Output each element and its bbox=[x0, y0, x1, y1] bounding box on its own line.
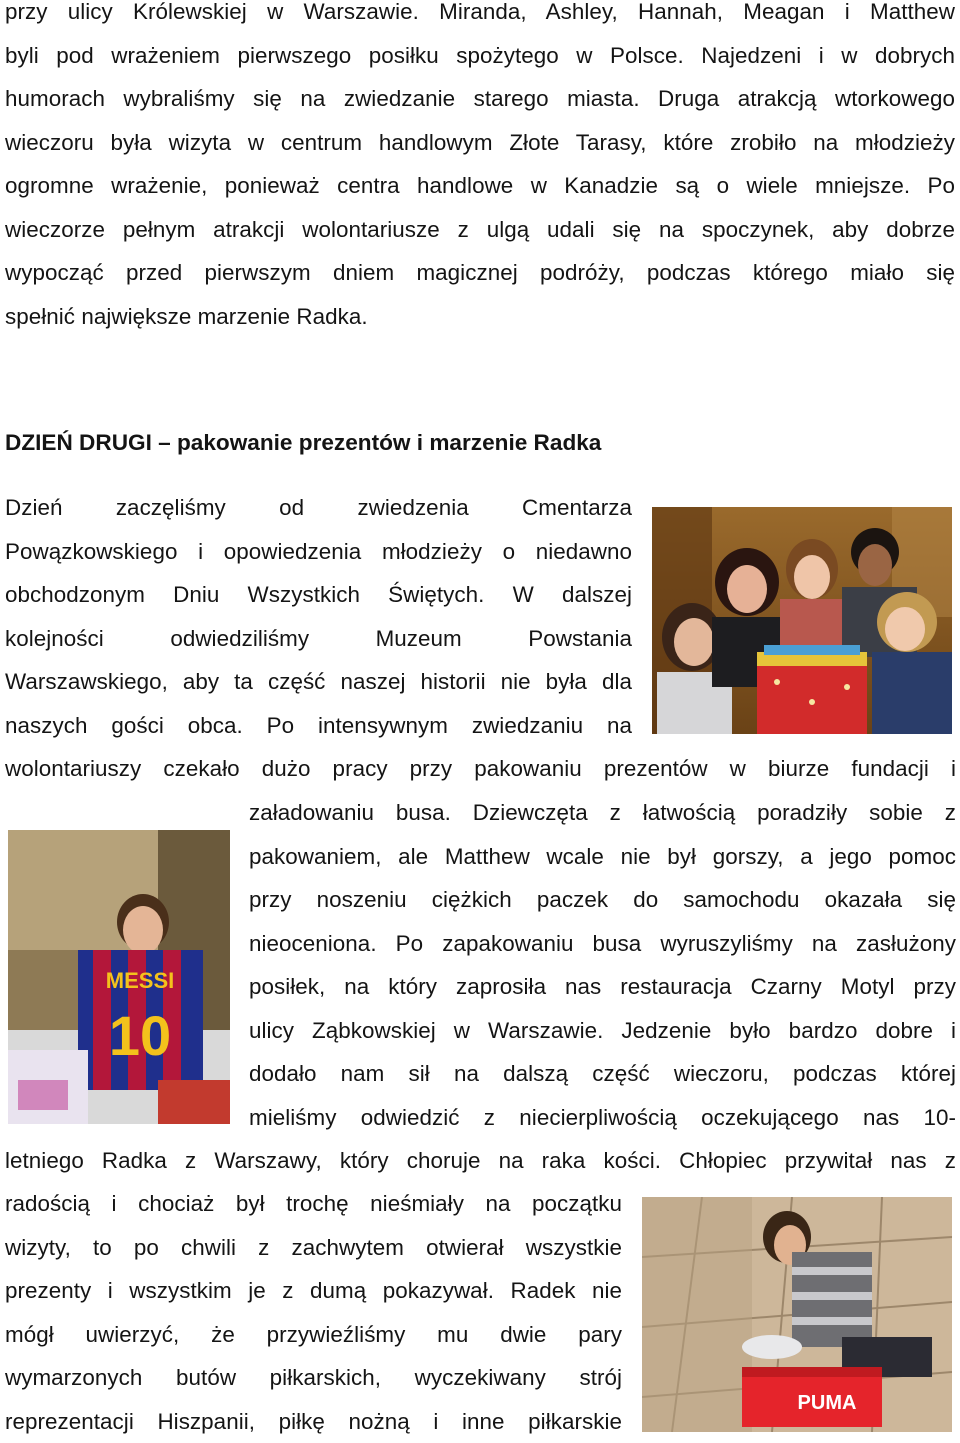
text-line: wieczorze pełnym atrakcji wolontariusze z ulgą udali się na spoczynek, aby dobrze bbox=[5, 208, 955, 252]
text-line: humorach wybraliśmy się na zwiedzanie starego miasta. Druga atrakcją wtorkowego bbox=[5, 77, 955, 121]
jersey-name: MESSI bbox=[106, 968, 174, 993]
full-width-line bbox=[5, 1139, 956, 1183]
text-line: wieczoru była wizyta w centrum handlowym Złote Tarasy, które zrobiło na młodzieży bbox=[5, 121, 955, 165]
text-line: obchodzonym Dniu Wszystkich Świętych. W dalszej bbox=[5, 573, 632, 617]
boy-shoebox-photo-image bbox=[642, 1197, 952, 1432]
paragraph-day-two-start bbox=[5, 486, 632, 747]
text-line: posiłek, na który zaprosiła nas restauracja Czarny Motyl przy bbox=[249, 965, 956, 1009]
text-line: wypocząć przed pierwszym dniem magicznej podróży, podczas którego miało się bbox=[5, 251, 955, 295]
text-line: prezenty i wszystkim je z dumą pokazywał. Radek nie bbox=[5, 1269, 622, 1313]
text-line: mógł uwierzyć, że przywieźliśmy mu dwie pary bbox=[5, 1313, 622, 1357]
paragraph-packing bbox=[249, 791, 956, 1139]
shoebox-brand: PUMA bbox=[798, 1392, 857, 1414]
text-line: wizyty, to po chwili z zachwytem otwierał wszystkie bbox=[5, 1226, 622, 1270]
photo-boy-jersey bbox=[8, 830, 230, 1124]
text-line: wymarzonych butów piłkarskich, wyczekiwany strój bbox=[5, 1356, 622, 1400]
paragraph-radek bbox=[5, 1182, 622, 1443]
text-line: mieliśmy odwiedzić z niecierpliwością oczekującego nas 10- bbox=[249, 1096, 956, 1140]
full-width-line bbox=[5, 747, 956, 791]
intro-paragraph bbox=[5, 0, 955, 338]
text-line: wolontariuszy czekało dużo pracy przy pakowaniu prezentów w biurze fundacji i bbox=[5, 747, 956, 791]
boy-jersey-photo-image bbox=[8, 830, 230, 1124]
text-line: Powązkowskiego i opowiedzenia młodzieży o niedawno bbox=[5, 530, 632, 574]
text-line: ulicy Ząbkowskiej w Warszawie. Jedzenie było bardzo dobre i bbox=[249, 1009, 956, 1053]
volunteers-photo-image bbox=[652, 507, 952, 734]
text-line: reprezentacji Hiszpanii, piłkę nożną i inne piłkarskie bbox=[5, 1400, 622, 1443]
section-heading: DZIEŃ DRUGI – pakowanie prezentów i marzenie Radka bbox=[5, 421, 601, 465]
text-line: letniego Radka z Warszawy, który choruje na raka kości. Chłopiec przywitał nas z bbox=[5, 1139, 956, 1183]
text-line: Warszawskiego, aby ta część naszej historii nie była dla bbox=[5, 660, 632, 704]
text-line: radością i chociaż był trochę nieśmiały na początku bbox=[5, 1182, 622, 1226]
jersey-number: 10 bbox=[109, 1004, 171, 1067]
text-line: naszych gości obca. Po intensywnym zwiedzaniu na bbox=[5, 704, 632, 748]
text-line: przy noszeniu ciężkich paczek do samochodu okazała się bbox=[249, 878, 956, 922]
text-line: dodało nam sił na dalszą część wieczoru, podczas której bbox=[249, 1052, 956, 1096]
text-line: kolejności odwiedziliśmy Muzeum Powstania bbox=[5, 617, 632, 661]
photo-volunteers-group bbox=[652, 507, 952, 734]
text-line: załadowaniu busa. Dziewczęta z łatwością poradziły sobie z bbox=[249, 791, 956, 835]
text-line: nieoceniona. Po zapakowaniu busa wyruszyliśmy na zasłużony bbox=[249, 922, 956, 966]
text-line: Dzień zaczęliśmy od zwiedzenia Cmentarza bbox=[5, 486, 632, 530]
text-line: przy ulicy Królewskiej w Warszawie. Miranda, Ashley, Hannah, Meagan i Matthew bbox=[5, 0, 955, 34]
text-line: pakowaniem, ale Matthew wcale nie był gorszy, a jego pomoc bbox=[249, 835, 956, 879]
photo-boy-shoebox bbox=[642, 1197, 952, 1432]
text-line: ogromne wrażenie, ponieważ centra handlowe w Kanadzie są o wiele mniejsze. Po bbox=[5, 164, 955, 208]
text-line: byli pod wrażeniem pierwszego posiłku spożytego w Polsce. Najedzeni i w dobrych bbox=[5, 34, 955, 78]
text-line: spełnić największe marzenie Radka. bbox=[5, 295, 955, 339]
